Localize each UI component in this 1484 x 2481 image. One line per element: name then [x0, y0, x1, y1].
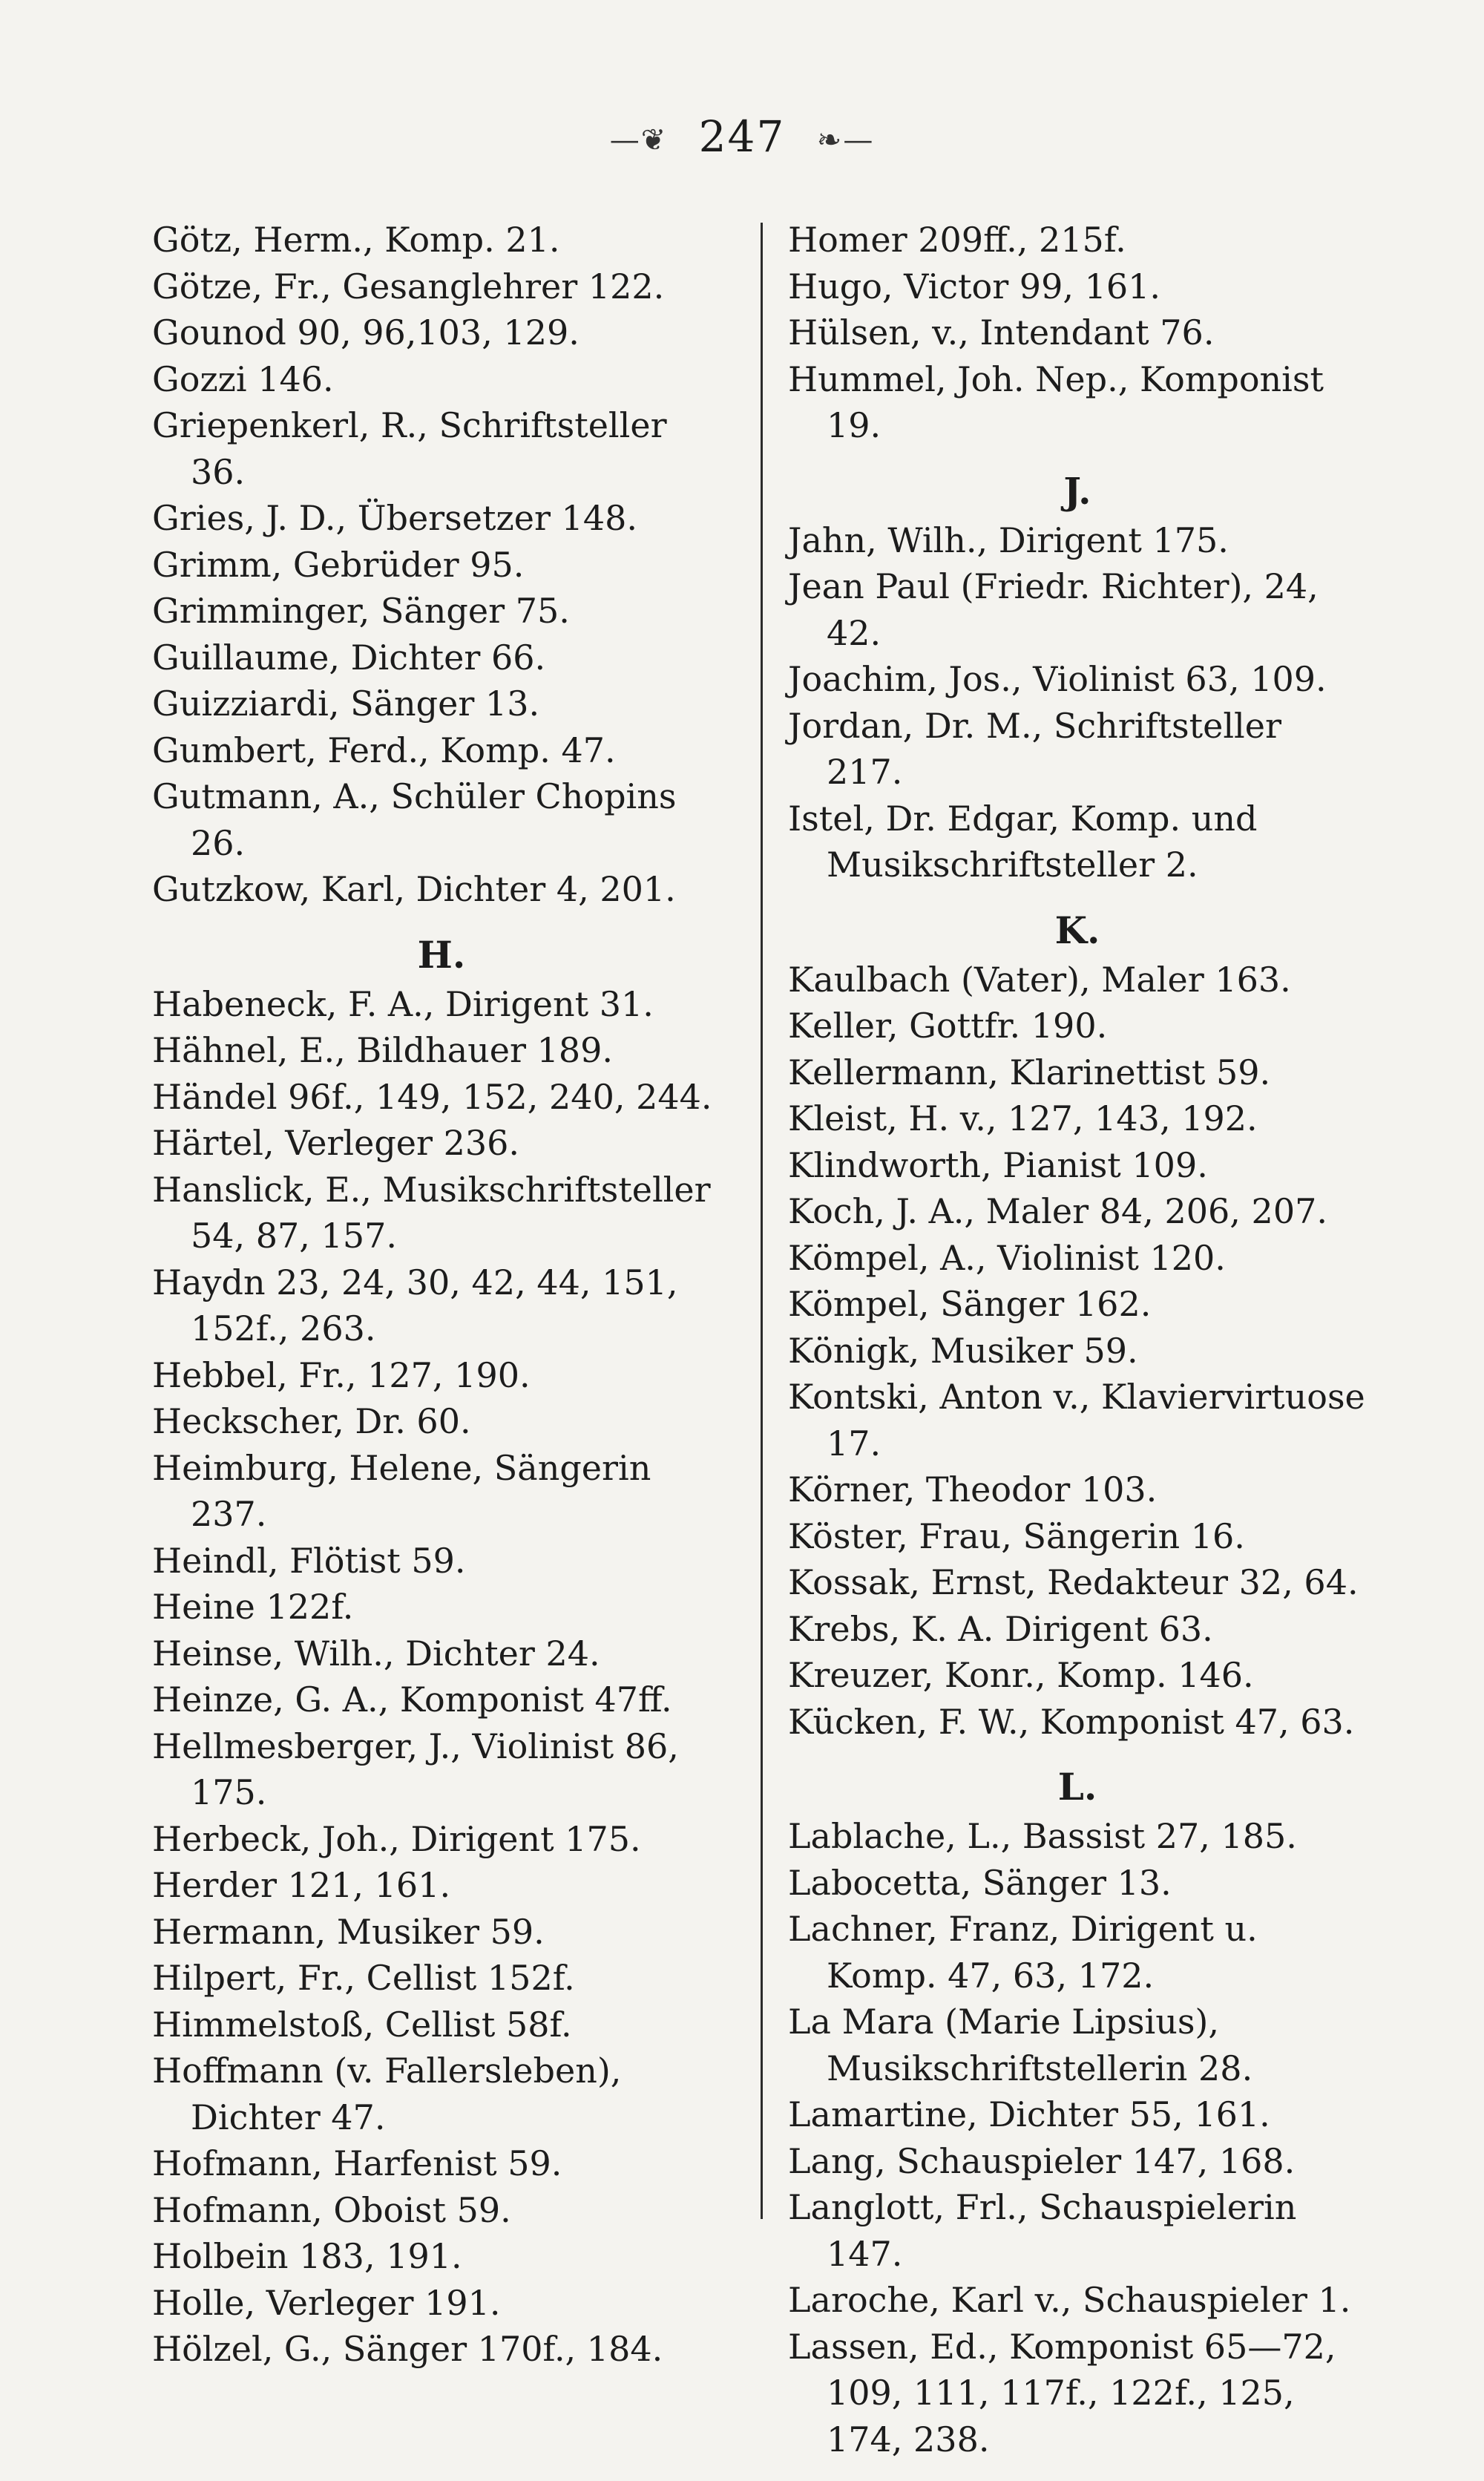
index-entry: Hofmann, Oboist 59.	[152, 2189, 511, 2230]
index-entry: Heimburg, Helene, Sängerin 237.	[152, 1447, 651, 1534]
index-entry: Lang, Schauspieler 147, 168.	[788, 2140, 1296, 2181]
index-entry: Holbein 183, 191.	[152, 2236, 462, 2276]
index-entry: Heckscher, Dr. 60.	[152, 1401, 471, 1441]
index-entry: Joachim, Jos., Violinist 63, 109.	[788, 659, 1327, 699]
section-letter: J.	[1063, 468, 1091, 513]
index-entry: Gumbert, Ferd., Komp. 47.	[152, 730, 616, 770]
section-letter: L.	[1057, 1765, 1097, 1809]
index-entry: Labocetta, Sänger 13.	[788, 1862, 1172, 1903]
index-entry: Hähnel, E., Bildhauer 189.	[152, 1030, 614, 1070]
index-entry: Holle, Verleger 191.	[152, 2282, 501, 2323]
index-entry: Kaulbach (Vater), Maler 163.	[788, 959, 1291, 1000]
index-entry: Haydn 23, 24, 30, 42, 44, 151, 152f., 263.	[152, 1262, 678, 1348]
index-entry: Kontski, Anton v., Klaviervirtuose 17.	[788, 1377, 1365, 1464]
index-entry: Hofmann, Harfenist 59.	[152, 2143, 562, 2183]
index-entry: Griepenkerl, R., Schriftsteller 36.	[152, 405, 667, 492]
index-entry: Laroche, Karl v., Schauspieler 1.	[788, 2280, 1351, 2320]
index-entry: Hilpert, Fr., Cellist 152f.	[152, 1958, 575, 1998]
index-entry: Habeneck, F. A., Dirigent 31.	[152, 983, 654, 1024]
index-entry: Grimminger, Sänger 75.	[152, 591, 570, 631]
page-number: 247	[698, 111, 786, 162]
index-entry: Kücken, F. W., Komponist 47, 63.	[788, 1701, 1355, 1742]
index-entry: Guizziardi, Sänger 13.	[152, 684, 540, 724]
index-entry: Kleist, H. v., 127, 143, 192.	[788, 1098, 1258, 1138]
index-entry: Lassen, Ed., Komponist 65—72, 109, 111, 117f., 122f., 125, 174, 238.	[788, 2326, 1336, 2459]
index-entry: Jahn, Wilh., Dirigent 175.	[788, 520, 1229, 560]
index-entry: Hermann, Musiker 59.	[152, 1911, 545, 1952]
index-entry: Lamartine, Dichter 55, 161.	[788, 2094, 1270, 2134]
index-entry: Gozzi 146.	[152, 358, 334, 399]
index-entry: Gries, J. D., Übersetzer 148.	[152, 498, 637, 538]
index-column-left	[152, 217, 731, 2373]
index-entry: Härtel, Verleger 236.	[152, 1123, 520, 1163]
index-entry: Gutmann, A., Schüler Chopins 26.	[152, 776, 677, 863]
page-header	[0, 111, 1484, 162]
index-entry: Heinze, G. A., Komponist 47ff.	[152, 1679, 672, 1720]
index-entry: Keller, Gottfr. 190.	[788, 1006, 1108, 1046]
index-entry: Heindl, Flötist 59.	[152, 1540, 466, 1581]
index-entry: Krebs, K. A. Dirigent 63.	[788, 1608, 1213, 1649]
index-entry: Köster, Frau, Sängerin 16.	[788, 1515, 1245, 1556]
index-entry: Kömpel, A., Violinist 120.	[788, 1237, 1226, 1278]
index-entry: Hugo, Victor 99, 161.	[788, 266, 1161, 307]
index-entry: Hölzel, G., Sänger 170f., 184.	[152, 2329, 663, 2369]
ornament-left-icon: —❦	[609, 122, 668, 157]
index-entry: Königk, Musiker 59.	[788, 1330, 1138, 1371]
index-entry: Hummel, Joh. Nep., Komponist 19.	[788, 358, 1324, 445]
index-entry: Kellermann, Klarinettist 59.	[788, 1052, 1271, 1092]
index-entry: Himmelstoß, Cellist 58f.	[152, 2004, 572, 2045]
index-entry: Jean Paul (Friedr. Richter), 24, 42.	[788, 566, 1319, 653]
index-entry: Istel, Dr. Edgar, Komp. und Musikschriftsteller 2.	[788, 798, 1258, 885]
index-entry: La Mara (Marie Lipsius), Musikschriftstellerin 28.	[788, 2002, 1253, 2088]
index-entry: Hülsen, v., Intendant 76.	[788, 312, 1215, 353]
index-entry: Heinse, Wilh., Dichter 24.	[152, 1633, 600, 1674]
index-entry: Kreuzer, Konr., Komp. 146.	[788, 1655, 1254, 1695]
index-entry: Langlott, Frl., Schauspielerin 147.	[788, 2187, 1297, 2274]
index-entry: Klindworth, Pianist 109.	[788, 1144, 1208, 1185]
index-entry: Kömpel, Sänger 162.	[788, 1284, 1152, 1324]
column-divider	[761, 223, 763, 2219]
index-entry: Grimm, Gebrüder 95.	[152, 544, 525, 585]
index-entry: Heine 122f.	[152, 1587, 354, 1627]
index-entry: Jordan, Dr. M., Schriftsteller 217.	[788, 705, 1281, 792]
index-entry: Gutzkow, Karl, Dichter 4, 201.	[152, 869, 676, 909]
section-letter: K.	[1054, 908, 1100, 952]
index-entry: Kossak, Ernst, Redakteur 32, 64.	[788, 1562, 1359, 1602]
index-column-right	[788, 217, 1367, 2462]
section-letter: H.	[417, 932, 466, 977]
index-entry: Lachner, Franz, Dirigent u. Komp. 47, 63, 172.	[788, 1909, 1258, 1996]
index-entry: Guillaume, Dichter 66.	[152, 637, 546, 678]
index-entry: Körner, Theodor 103.	[788, 1469, 1158, 1510]
index-entry: Hoffmann (v. Fallersleben), Dichter 47.	[152, 2051, 622, 2137]
index-entry: Herder 121, 161.	[152, 1865, 451, 1905]
index-entry: Herbeck, Joh., Dirigent 175.	[152, 1818, 641, 1859]
index-entry: Hebbel, Fr., 127, 190.	[152, 1354, 531, 1395]
ornament-right-icon: ❧—	[816, 122, 875, 157]
index-entry: Götz, Herm., Komp. 21.	[152, 220, 560, 260]
index-entry: Koch, J. A., Maler 84, 206, 207.	[788, 1191, 1327, 1231]
index-entry: Gounod 90, 96,103, 129.	[152, 312, 580, 353]
index-entry: Homer 209ff., 215f.	[788, 220, 1126, 260]
index-entry: Händel 96f., 149, 152, 240, 244.	[152, 1076, 712, 1117]
index-entry: Hellmesberger, J., Violinist 86, 175.	[152, 1725, 679, 1812]
index-entry: Lablache, L., Bassist 27, 185.	[788, 1816, 1297, 1856]
index-entry: Götze, Fr., Gesanglehrer 122.	[152, 266, 665, 307]
index-entry: Hanslick, E., Musikschriftsteller 54, 87, 157.	[152, 1169, 711, 1256]
